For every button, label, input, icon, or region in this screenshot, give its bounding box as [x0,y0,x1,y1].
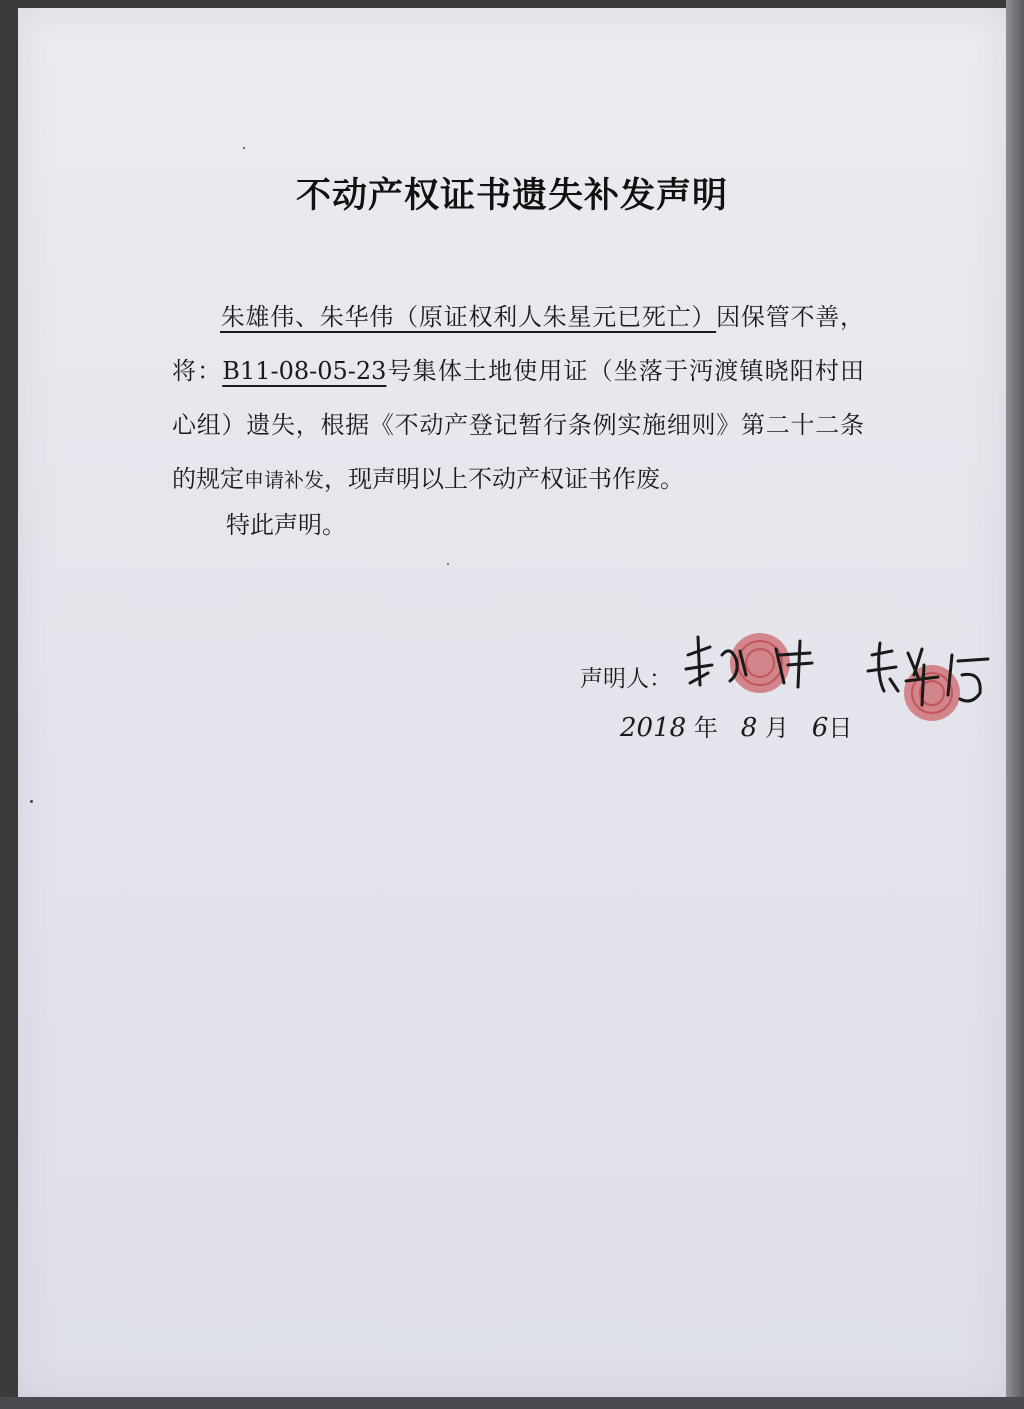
owners-names: 朱雄伟、朱华伟（原证权利人朱星元已死亡） [220,303,717,331]
certificate-number: B11-08-05-23 [222,357,387,385]
date-day: 6 [811,713,829,743]
body-text-2: 号集体土地使用证（坐落于沔渡镇晓阳村田心组）遗失，根据《不动产登记暂行条例实施细则》第二十二条的规定 [172,357,865,493]
scan-speck [447,563,449,565]
date-year: 2018 [620,713,687,743]
date-month-unit: 月 [764,714,789,742]
declaration-date [620,708,852,743]
scan-speck [243,147,245,149]
signature-1 [680,625,830,705]
body-text-small: 申请补发 [244,468,324,492]
declarant-label: 声明人： [580,666,672,692]
body-text-3: ，现声明以上不动产权证书作废。 [324,465,684,493]
date-day-unit: 日 [828,714,853,742]
signature-2 [862,635,1002,725]
closing-statement: 特此声明。 [226,511,346,539]
declaration-body [172,290,864,507]
document-title: 不动产权证书遗失补发声明 [295,176,728,216]
scan-speck [30,800,33,803]
date-year-unit: 年 [693,714,718,742]
body-text-1: 因保管不善，将： [172,303,865,385]
date-month: 8 [740,713,758,743]
scanner-edge-bottom [0,1397,1024,1409]
